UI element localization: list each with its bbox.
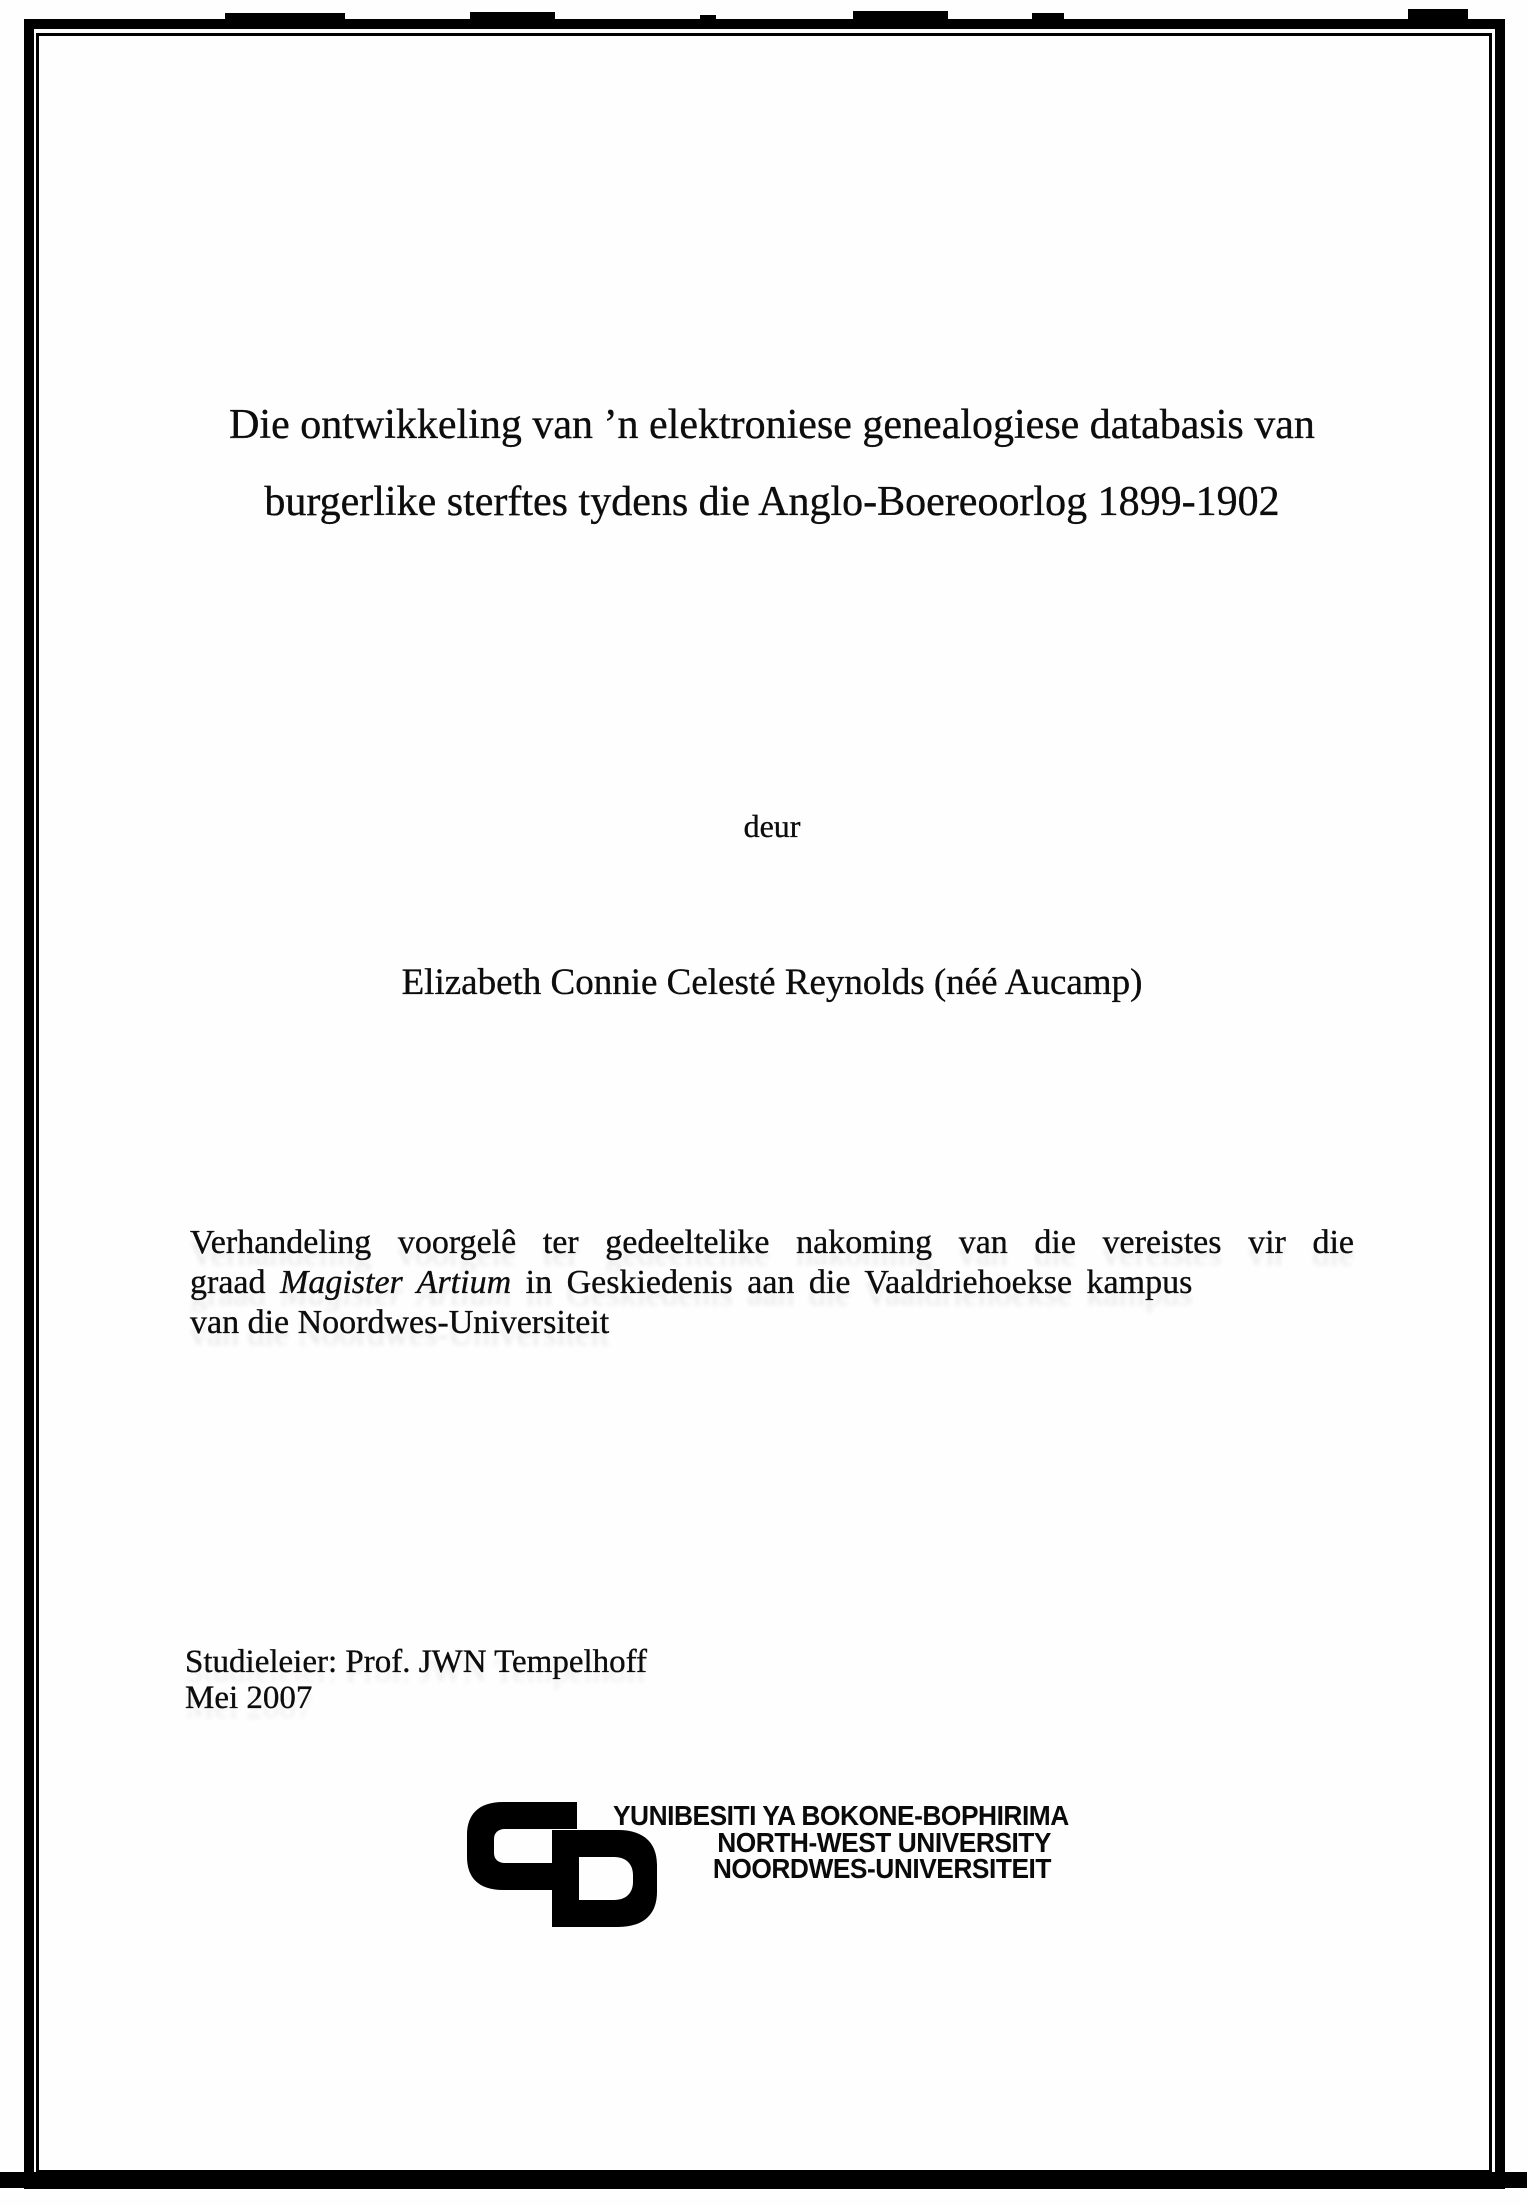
thesis-title-line2: burgerlike sterftes tydens die Anglo-Boereoorlog 1899-1902: [264, 479, 1280, 525]
scan-artifact-bottom-smear: [0, 2172, 1527, 2188]
degree-statement-line2-suffix: in Geskiedenis aan die Vaaldriehoekse kampus: [511, 1264, 1193, 1301]
degree-statement-line2-prefix: graad: [190, 1264, 281, 1301]
thesis-title-line1: Die ontwikkeling van ’n elektroniese genealogiese databasis van: [229, 402, 1315, 448]
scan-artifact: [1032, 13, 1064, 22]
byline-deur: deur: [743, 808, 801, 844]
degree-statement-line1: Verhandeling voorgelê ter gedeeltelike nakoming van die vereistes vir die: [190, 1224, 1354, 1261]
supervisor-line: Studieleier: Prof. JWN Tempelhoff: [185, 1644, 648, 1680]
thesis-title: [190, 387, 1354, 541]
degree-name-italic: Magister Artium: [280, 1264, 512, 1301]
scan-artifact: [225, 13, 345, 22]
scan-artifact: [853, 11, 948, 22]
scan-artifact: [1408, 9, 1468, 22]
university-name-block: [612, 1800, 1069, 1884]
degree-statement: [190, 1223, 1354, 1343]
university-name-afrikaans: NOORDWES-UNIVERSITEIT: [712, 1853, 1051, 1884]
university-name-english: NORTH-WEST UNIVERSITY: [717, 1826, 1051, 1858]
scan-artifact: [470, 12, 555, 22]
scan-artifact: [700, 15, 716, 22]
date-line: Mei 2007: [185, 1680, 313, 1716]
university-name-setswana: YUNIBESITI YA BOKONE-BOPHIRIMA: [612, 1800, 1069, 1831]
degree-statement-line2: [190, 1263, 1354, 1303]
author-name: Elizabeth Connie Celesté Reynolds (néé Aucamp): [401, 962, 1143, 1003]
degree-statement-line3: van die Noordwes-Universiteit: [190, 1304, 610, 1341]
